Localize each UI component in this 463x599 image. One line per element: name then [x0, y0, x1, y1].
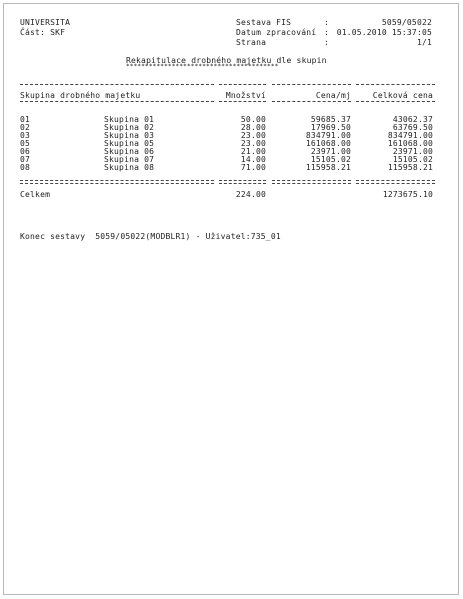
group-code: 05	[20, 139, 31, 148]
column-header-unit-price: Cena/mj	[315, 91, 351, 100]
total-quantity: 224.00	[235, 190, 266, 199]
quantity: 23.00	[240, 131, 266, 140]
total-rule	[272, 183, 351, 184]
total-price: 15105.02	[392, 155, 433, 164]
quantity: 14.00	[240, 155, 266, 164]
unit-price: 834791.00	[305, 131, 351, 140]
group-code: 06	[20, 147, 31, 156]
total-rule	[356, 183, 435, 184]
header-rule	[219, 101, 266, 102]
colon: :	[324, 18, 330, 27]
organization-name: UNIVERSITA	[20, 18, 71, 27]
total-price: 43062.37	[392, 115, 433, 124]
quantity: 50.00	[240, 115, 266, 124]
total-label: Celkem	[20, 190, 51, 199]
report-id-value: 5059/05022	[381, 18, 432, 27]
group-code: 07	[20, 155, 31, 164]
title-underline: ****************************************	[126, 63, 279, 70]
header-rule	[20, 101, 214, 102]
page-number-value: 1/1	[416, 38, 432, 47]
column-header-group: Skupina drobného majetku	[20, 91, 141, 100]
total-price: 161068.00	[387, 139, 433, 148]
group-name: Skupina 05	[104, 139, 155, 148]
total-price: 23971.00	[392, 147, 433, 156]
unit-price: 59685.37	[310, 115, 351, 124]
group-code: 03	[20, 131, 31, 140]
total-rule	[20, 183, 214, 184]
quantity: 23.00	[240, 139, 266, 148]
unit-price: 17969.50	[310, 123, 351, 132]
quantity: 21.00	[240, 147, 266, 156]
group-code: 08	[20, 163, 31, 172]
unit-price: 23971.00	[310, 147, 351, 156]
group-name: Skupina 08	[104, 163, 155, 172]
total-rule	[356, 180, 435, 181]
header-rule	[219, 84, 266, 85]
unit-price: 115958.21	[305, 163, 351, 172]
header-rule	[20, 84, 214, 85]
total-rule	[219, 180, 266, 181]
section-name: Část: SKF	[20, 28, 66, 37]
page-label: Strana	[236, 38, 267, 47]
group-name: Skupina 01	[104, 115, 155, 124]
report-end-line: Konec sestavy 5059/05022(MODBLR1) - Uživatel:735_01	[20, 232, 281, 241]
header-rule	[356, 84, 435, 85]
total-price: 834791.00	[387, 131, 433, 140]
group-name: Skupina 06	[104, 147, 155, 156]
total-rule	[272, 180, 351, 181]
group-name: Skupina 07	[104, 155, 155, 164]
header-rule	[272, 84, 351, 85]
total-rule	[20, 180, 214, 181]
column-header-quantity: Množství	[225, 91, 266, 100]
report-id-label: Sestava FIS	[236, 18, 292, 27]
header-rule	[272, 101, 351, 102]
total-rule	[219, 183, 266, 184]
group-name: Skupina 02	[104, 123, 155, 132]
processing-date-label: Datum zpracování	[236, 28, 317, 37]
processing-date-value: 01.05.2010 15:37:05	[336, 28, 432, 37]
report-page	[3, 3, 459, 595]
unit-price: 161068.00	[305, 139, 351, 148]
grand-total-price: 1273675.10	[382, 190, 433, 199]
group-code: 02	[20, 123, 31, 132]
report-title: Rekapitulace drobného majetku dle skupin	[126, 56, 327, 65]
group-code: 01	[20, 115, 31, 124]
unit-price: 15105.02	[310, 155, 351, 164]
total-price: 115958.21	[387, 163, 433, 172]
column-header-total-price: Celková cena	[372, 91, 433, 100]
colon: :	[324, 28, 330, 37]
quantity: 71.00	[240, 163, 266, 172]
colon: :	[324, 38, 330, 47]
header-rule	[356, 101, 435, 102]
total-price: 63769.50	[392, 123, 433, 132]
group-name: Skupina 03	[104, 131, 155, 140]
quantity: 28.00	[240, 123, 266, 132]
